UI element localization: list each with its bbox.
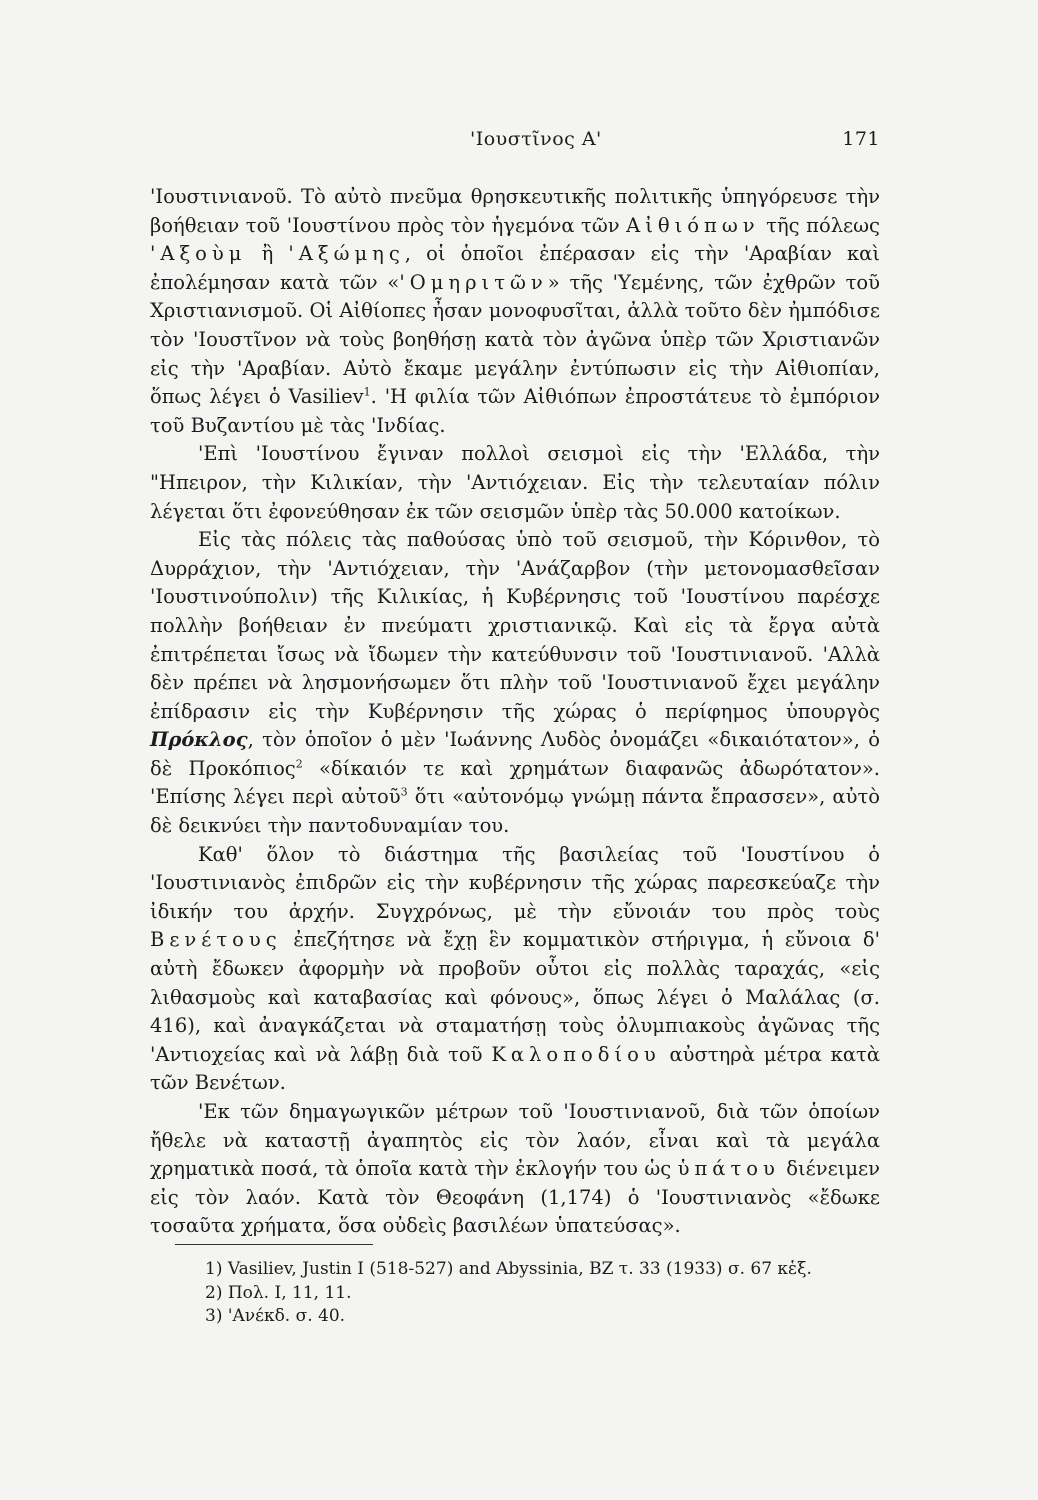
spaced-name: 'Αξοὺμ	[150, 242, 247, 266]
paragraph	[150, 1098, 880, 1241]
text-run: «δίκαιόν τε καὶ χρημάτων διαφανῶς ἀδωρότατον». 'Επίσης λέγει περὶ αὐτοῦ	[150, 756, 880, 809]
footnote-3: 3) 'Ανέκδ. σ. 40.	[205, 1306, 346, 1326]
text-run: . 'Η φιλία τῶν Αἰθιόπων ἐπροστάτευε τὸ ἐμπόριον τοῦ Βυζαντίου μὲ τὰς 'Ινδίας.	[150, 385, 880, 437]
paragraph	[150, 440, 880, 526]
text-run: , οἱ ὁποῖοι ἐπέρασαν εἰς τὴν 'Αραβίαν καὶ ἐπολέμησαν κατὰ τῶν «	[150, 242, 880, 294]
text-run: 'Ιουστινιανοῦ. Τὸ αὐτὸ πνεῦμα θρησκευτικῆς πολιτικῆς ὑπηγόρευσε τὴν βοήθειαν τοῦ 'Ιουστίνου πρὸς τὸν ἡγεμόνα τῶν	[150, 185, 880, 237]
text-run: τῆς πόλεως	[759, 213, 880, 237]
footnote-2: 2) Πολ. I, 11, 11.	[205, 1282, 352, 1303]
spaced-name: 'Ομηριτῶν	[399, 270, 548, 294]
text-run: ὅτι «αὐτονόμῳ γνώμῃ πάντα ἔπρασσεν», αὐτὸ δὲ δεικνύει τὴν παντοδυναμίαν του.	[150, 785, 880, 838]
footnote-rule	[175, 1244, 373, 1245]
text-run: Εἰς τὰς πόλεις τὰς παθούσας ὑπὸ τοῦ σεισμοῦ, τὴν Κόρινθον, τὸ Δυρράχιον, τὴν 'Αντιόχειαν, τὴν 'Ανάζαρβον (τὴν μετονομασθεῖσαν 'Ιουστινούπολιν) τῆς Κιλικίας, ἡ Κυβέρνησις τοῦ 'Ιουστίνου παρέσχε πολλὴν βοήθειαν ἐν πνεύματι χριστιανικῷ. Καὶ εἰς τὰ ἔργα αὐτὰ ἐπιτρέπεται ἴσως νὰ ἴδωμεν τὴν κατεύθυνσιν τοῦ 'Ιουστινιανοῦ. 'Αλλὰ δὲν πρέπει νὰ λησμονήσωμεν ὅτι πλὴν τοῦ 'Ιουστινιανοῦ ἔχει μεγάλην ἐπίδρασιν εἰς τὴν Κυβέρνησιν τῆς χώρας ὁ περίφημος ὑπουργὸς	[150, 528, 880, 723]
running-title: 'Ιουστῖνος Α'	[470, 128, 602, 150]
spaced-name: Αἰθιόπων	[626, 213, 760, 237]
spaced-name: Βενέτους	[150, 928, 282, 952]
text-run: , τὸν ὁποῖον ὁ μὲν 'Ιωάννης Λυδὸς ὀνομάζει «δικαιότατον», ὁ δὲ Προκόπιος	[150, 728, 880, 780]
footnote-1: 1) Vasiliev, Justin I (518-527) and Abyssinia, BZ τ. 33 (1933) σ. 67 κἑξ.	[205, 1259, 812, 1279]
spaced-name: ὑπάτου	[677, 1157, 780, 1181]
body-text	[150, 183, 880, 1241]
footnote-ref: 2	[295, 757, 303, 771]
text-run: αὐστηρὰ μέτρα κατὰ τῶν Βενέτων.	[150, 1042, 880, 1095]
text-run: » τῆς 'Υεμένης, τῶν ἐχθρῶν τοῦ Χριστιανισμοῦ. Οἱ Αἰθίοπες ἦσαν μονοφυσῖται, ἀλλὰ τοῦτο δὲν ἠμπόδισε τὸν 'Ιουστῖνον νὰ τοὺς βοηθήσῃ κατὰ τὸν ἀγῶνα ὑπὲρ τῶν Χριστιανῶν εἰς τὴν 'Αραβίαν. Αὐτὸ ἔκαμε μεγάλην ἐντύπωσιν εἰς τὴν Αἰθιοπίαν, ὅπως λέγει ὁ Vasiliev	[150, 270, 880, 409]
emphasized-name: Πρόκλος	[150, 728, 248, 752]
footnote-ref: 1	[363, 385, 371, 399]
text-run: ἐπεζήτησε νὰ ἔχῃ ἓν κομματικὸν στήριγμα, ἡ εὔνοια δ' αὐτὴ ἔδωκεν ἀφορμὴν νὰ προβοῦν οὗτοι εἰς πολλὰς ταραχάς, «εἰς λιθασμοὺς καὶ καταβασίας καὶ φόνους», ὅπως λέγει ὁ Μαλάλας (σ. 416), καὶ ἀναγκάζεται νὰ σταματήσῃ τοὺς ὀλυμπιακοὺς ἀγῶνας τῆς 'Αντιοχείας καὶ νὰ λάβῃ διὰ τοῦ	[150, 928, 880, 1066]
spaced-name: Καλοποδίου	[491, 1042, 661, 1066]
text-run: 'Εκ τῶν δημαγωγικῶν μέτρων τοῦ 'Ιουστινιανοῦ, διὰ τῶν ὁποίων ἤθελε νὰ καταστῇ ἀγαπητὸς εἰς τὸν λαόν, εἶναι καὶ τὰ μεγάλα χρηματικὰ ποσά, τὰ ὁποῖα κατὰ τὴν ἐκλογήν του ὡς	[150, 1100, 880, 1181]
text-run: διένειμεν εἰς τὸν λαόν. Κατὰ τὸν Θεοφάνη (1,174) ὁ 'Ιουστινιανὸς «ἔδωκε τοσαῦτα χρήματα, ὅσα οὐδεὶς βασιλέων ὑπατεύσας».	[150, 1157, 880, 1238]
page-number: 171	[842, 128, 880, 150]
footnote-ref: 3	[400, 785, 408, 799]
text-run: Καθ' ὅλον τὸ διάστημα τῆς βασιλείας τοῦ 'Ιουστίνου ὁ 'Ιουστινιανὸς ἐπιδρῶν εἰς τὴν κυβέρνησιν τῆς χώρας παρεσκεύαζε τὴν ἰδικήν του ἀρχήν. Συγχρόνως, μὲ τὴν εὔνοιάν του πρὸς τοὺς	[150, 842, 880, 923]
text-run: ἢ	[246, 242, 289, 266]
paragraph	[150, 183, 880, 440]
paragraph	[150, 526, 880, 841]
text-run: 'Επὶ 'Ιουστίνου ἔγιναν πολλοὶ σεισμοὶ εἰς τὴν 'Ελλάδα, τὴν "Ηπειρον, τὴν Κιλικίαν, τὴν 'Αντιόχειαν. Εἰς τὴν τελευταίαν πόλιν λέγεται ὅτι ἐφονεύθησαν ἐκ τῶν σεισμῶν ὑπὲρ τὰς 50.000 κατοίκων.	[150, 442, 880, 523]
spaced-name: 'Αξώμης	[288, 242, 405, 266]
paragraph	[150, 841, 880, 1098]
footnotes	[205, 1258, 885, 1329]
